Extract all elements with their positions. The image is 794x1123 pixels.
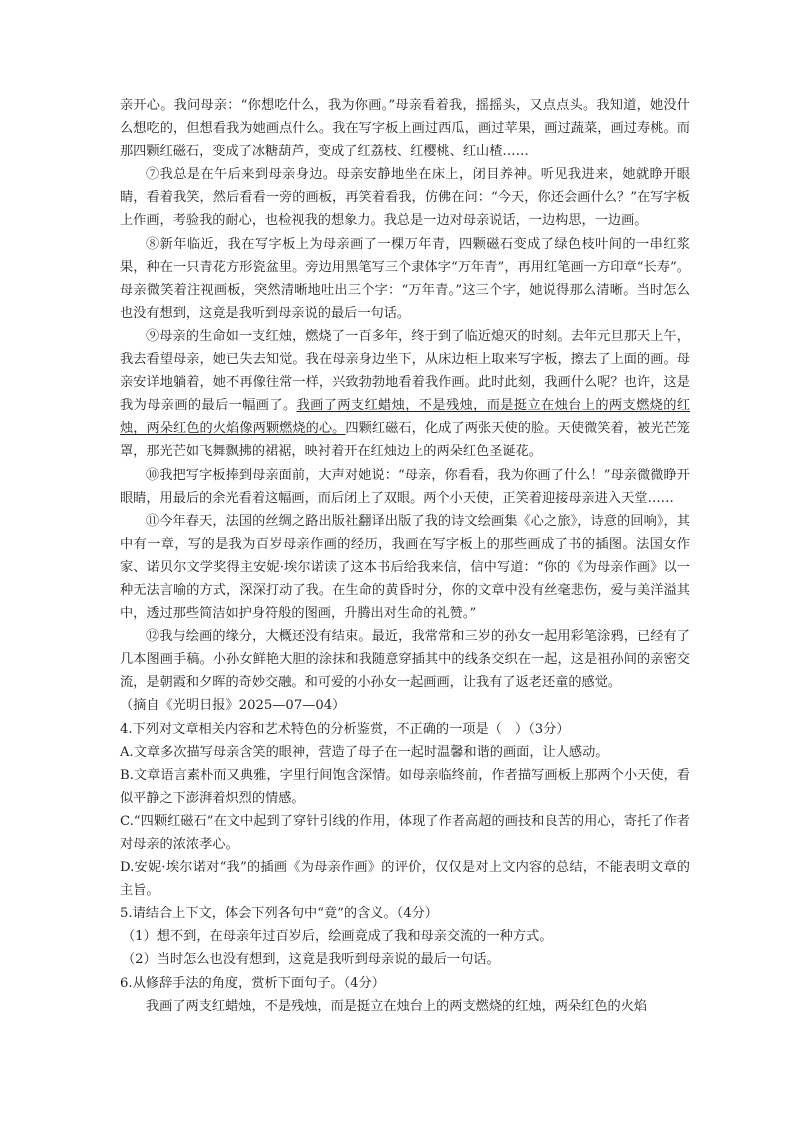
- paragraph-9-part-b: 四颗红磁石，化成了两张天使的脸。天使微笑着，被光芒笼罩，那光芒如飞舞飘拂的裙裾，映衬着开在红烛边上的两朵红色圣诞花。: [120, 421, 690, 460]
- question-5: 5.请结合上下文，体会下列各句中“竟”的含义。（4分）: [120, 906, 438, 922]
- question-4-option-a: A.文章多次描写母亲含笑的眼神，营造了母子在一起时温馨和谐的画面，让人感动。: [120, 744, 609, 760]
- paragraph-7: ⑦我总是在午后来到母亲身边。母亲安静地坐在床上，闭目养神。听见我进来，她就睁开眼睛，看着我笑，然后看看一旁的画板，再笑着看我，仿佛在问：“今天，你还会画什么？”在写字板上作画，考验我的耐心，也检视我的想象力。我总是一边对母亲说话，一边构思，一边画。: [120, 167, 690, 229]
- paragraph-11: ⑪今年春天，法国的丝绸之路出版社翻译出版了我的诗文绘画集《心之旅》，诗意的回响》，其中有一章，写的是我为百岁母亲作画的经历，我画在写字板上的那些画成了书的插图。法国女作家、诺贝尔文学奖得主安妮·埃尔诺读了这本书后给我来信，信中写道：“你的《为母亲作画》以一种无法言喻的方式，深深打动了我。在生命的黄昏时分，你的文章中没有丝毫悲伤，爱与美洋溢其中，透过那些简洁如护身符般的图画，升腾出对生命的礼赞。”: [120, 513, 690, 622]
- question-4-option-d: D.安妮·埃尔诺对“我”的插画《为母亲作画》的评价，仅仅是对上文内容的总结，不能表明文章的主旨。: [120, 860, 690, 899]
- paragraph-8: ⑧新年临近，我在写字板上为母亲画了一棵万年青，四颗磁石变成了绿色枝叶间的一串红浆果，种在一只青花方形瓷盆里。旁边用黑笔写三个隶体字“万年青”，再用红笔画一方印章“长寿”。母亲微笑着注视画板，突然清晰地吐出三个字：“万年青。”这三个字，她说得那么清晰。当时怎么也没有想到，这竟是我听到母亲说的最后一句话。: [120, 236, 690, 321]
- paragraph-12: ⑫我与绘画的缘分，大概还没有结束。最近，我常常和三岁的孙女一起用彩笔涂鸦，已经有了几本图画手稿。小孙女鲜艳大胆的涂抹和我随意穿插其中的线条交织在一起，这是祖孙间的亲密交流，是朝霞和夕晖的奇妙交融。和可爱的小孙女一起画画，让我有了返老还童的感觉。: [120, 629, 690, 691]
- paragraph-9: [120, 325, 690, 464]
- paragraph-6-continued: 亲开心。我问母亲：“你想吃什么，我为你画。”母亲看着我，摇摇头，又点点头。我知道，她没什么想吃的，但想看我为她画点什么。我在写字板上画过西瓜，画过苹果，画过蔬菜，画过寿桃。而那四颗红磁石，变成了冰糖葫芦，变成了红荔枝、红樱桃、红山楂……: [120, 98, 690, 160]
- question-4: 4.下列对文章相关内容和艺术特色的分析鉴赏，不正确的一项是（ ）（3分）: [120, 721, 570, 737]
- question-4-option-b: B.文章语言素朴而又典雅，字里行间饱含深情。如母亲临终前，作者描写画板上那两个小天使，看似平静之下澎湃着炽烈的情感。: [120, 767, 690, 806]
- question-4-option-c: C.“四颗红磁石”在文中起到了穿针引线的作用，体现了作者高超的画技和良苦的用心，寄托了作者对母亲的浓浓孝心。: [120, 813, 690, 852]
- underlined-sentence: 我画了两支红蜡烛，不是残烛，而是挺立在烛台上的两支燃烧的红烛，两朵红色的火焰像两颗燃烧的心。: [120, 398, 691, 437]
- question-6-sentence: 我画了两支红蜡烛，不是残烛，而是挺立在烛台上的两支燃烧的红烛，两朵红色的火焰: [146, 998, 648, 1014]
- question-5-item-1: （1）想不到，在母亲年过百岁后，绘画竟成了我和母亲交流的一种方式。: [122, 929, 553, 945]
- question-6: 6.从修辞手法的角度，赏析下面句子。（4分）: [120, 975, 385, 991]
- paragraph-10: ⑩我把写字板捧到母亲面前，大声对她说：“母亲，你看看，我为你画了什么！”母亲微微睁开眼睛，用最后的余光看着这幅画，而后闭上了双眼。两个小天使，正笑着迎接母亲进入天堂……: [120, 467, 690, 506]
- paragraph-9-part-a: ⑨母亲的生命如一支红烛，燃烧了一百多年，终于到了临近熄灭的时刻。去年元旦那天上午，我去看望母亲，她已失去知觉。我在母亲身边坐下，从床边柜上取来写字板，擦去了上面的画。母亲安详地躺着，她不再像往常一样，兴致勃勃地看着我作画。此时此刻，我画什么呢？也许，这是我为母亲画的最后一幅画了。: [120, 328, 690, 414]
- question-5-item-2: （2）当时怎么也没有想到，这竟是我听到母亲说的最后一句话。: [122, 952, 500, 968]
- document-page: [120, 94, 690, 1018]
- source-citation: （摘自《光明日报》2025—07—04）: [120, 698, 346, 714]
